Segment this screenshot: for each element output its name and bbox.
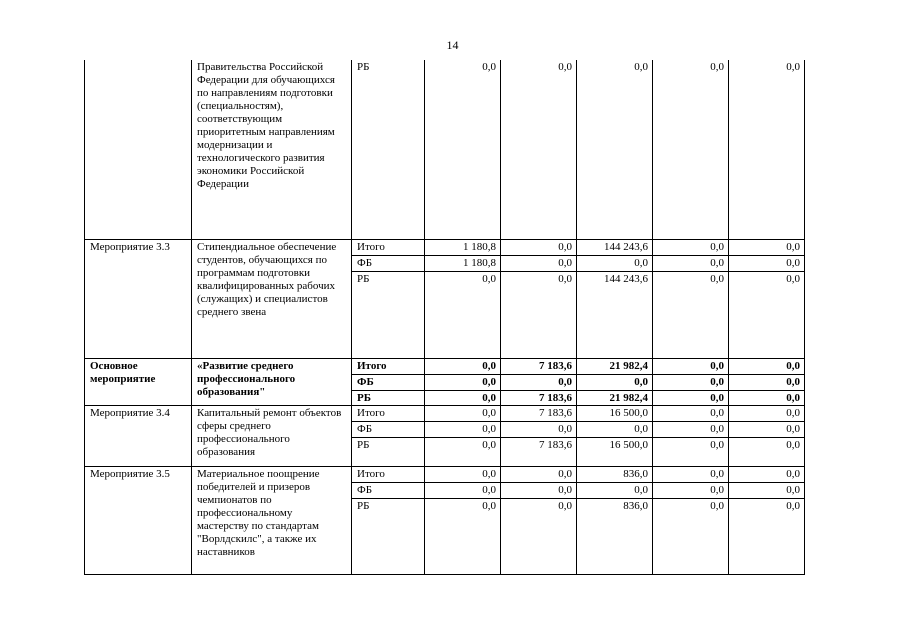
amount-cell: 0,0 — [425, 271, 501, 358]
amount-cell: 16 500,0 — [577, 405, 653, 421]
amount-cell: 7 183,6 — [501, 405, 577, 421]
amount-cell: 0,0 — [577, 255, 653, 271]
amount-cell: 0,0 — [577, 374, 653, 390]
amount-cell: 0,0 — [729, 271, 805, 358]
funding-source-cell: РБ — [352, 60, 425, 239]
amount-cell: 144 243,6 — [577, 239, 653, 255]
amount-cell: 7 183,6 — [501, 358, 577, 374]
budget-table-body — [85, 60, 805, 574]
funding-source-cell: РБ — [352, 271, 425, 358]
table-row — [85, 239, 805, 255]
amount-cell: 0,0 — [501, 466, 577, 482]
activity-name-cell — [85, 60, 192, 239]
amount-cell: 0,0 — [653, 482, 729, 498]
amount-cell: 0,0 — [729, 437, 805, 466]
amount-cell: 1 180,8 — [425, 239, 501, 255]
amount-cell: 0,0 — [653, 255, 729, 271]
amount-cell: 0,0 — [501, 482, 577, 498]
activity-name-cell: Мероприятие 3.5 — [85, 466, 192, 574]
amount-cell: 0,0 — [501, 421, 577, 437]
funding-source-cell: Итого — [352, 239, 425, 255]
amount-cell: 0,0 — [653, 437, 729, 466]
amount-cell: 0,0 — [653, 498, 729, 574]
table-row — [85, 466, 805, 482]
amount-cell: 0,0 — [577, 60, 653, 239]
activity-description-cell: Правительства Российской Федерации для обучающихся по направлениям подготовки (специальностям), соответствующим приоритетным направлениям модернизации и технологического развития экономики Российской Федерации — [192, 60, 352, 239]
amount-cell: 836,0 — [577, 498, 653, 574]
activity-name-cell: Основное мероприятие — [85, 358, 192, 405]
funding-source-cell: ФБ — [352, 482, 425, 498]
table-row — [85, 405, 805, 421]
amount-cell: 0,0 — [425, 421, 501, 437]
activity-description-cell: «Развитие среднего профессионального образования" — [192, 358, 352, 405]
table-row — [85, 358, 805, 374]
amount-cell: 0,0 — [501, 374, 577, 390]
funding-source-cell: РБ — [352, 498, 425, 574]
amount-cell: 0,0 — [653, 466, 729, 482]
amount-cell: 0,0 — [425, 437, 501, 466]
amount-cell: 0,0 — [729, 60, 805, 239]
amount-cell: 0,0 — [729, 421, 805, 437]
amount-cell: 0,0 — [577, 482, 653, 498]
amount-cell: 0,0 — [425, 466, 501, 482]
amount-cell: 0,0 — [425, 498, 501, 574]
activity-description-cell: Материальное поощрение победителей и призеров чемпионатов по профессиональному мастерству по стандартам "Ворлдскилс", а также их наставников — [192, 466, 352, 574]
funding-source-cell: ФБ — [352, 421, 425, 437]
page-number: 14 — [446, 38, 459, 52]
table-row — [85, 60, 805, 239]
amount-cell: 836,0 — [577, 466, 653, 482]
amount-cell: 0,0 — [653, 374, 729, 390]
funding-source-cell: Итого — [352, 466, 425, 482]
amount-cell: 0,0 — [501, 498, 577, 574]
amount-cell: 144 243,6 — [577, 271, 653, 358]
funding-source-cell: ФБ — [352, 255, 425, 271]
amount-cell: 21 982,4 — [577, 390, 653, 405]
amount-cell: 0,0 — [653, 60, 729, 239]
amount-cell: 0,0 — [653, 271, 729, 358]
amount-cell: 0,0 — [425, 60, 501, 239]
amount-cell: 0,0 — [653, 358, 729, 374]
amount-cell: 0,0 — [425, 405, 501, 421]
amount-cell: 0,0 — [501, 255, 577, 271]
amount-cell: 0,0 — [577, 421, 653, 437]
amount-cell: 0,0 — [729, 482, 805, 498]
amount-cell: 0,0 — [425, 358, 501, 374]
budget-table — [84, 60, 805, 575]
amount-cell: 0,0 — [425, 482, 501, 498]
amount-cell: 1 180,8 — [425, 255, 501, 271]
amount-cell: 0,0 — [653, 405, 729, 421]
amount-cell: 0,0 — [501, 271, 577, 358]
funding-source-cell: Итого — [352, 358, 425, 374]
activity-name-cell: Мероприятие 3.3 — [85, 239, 192, 358]
amount-cell: 0,0 — [729, 390, 805, 405]
amount-cell: 7 183,6 — [501, 390, 577, 405]
amount-cell: 16 500,0 — [577, 437, 653, 466]
amount-cell: 0,0 — [729, 374, 805, 390]
funding-source-cell: РБ — [352, 390, 425, 405]
amount-cell: 0,0 — [729, 358, 805, 374]
amount-cell: 0,0 — [653, 421, 729, 437]
amount-cell: 0,0 — [729, 405, 805, 421]
activity-name-cell: Мероприятие 3.4 — [85, 405, 192, 466]
funding-source-cell: Итого — [352, 405, 425, 421]
funding-source-cell: РБ — [352, 437, 425, 466]
amount-cell: 0,0 — [653, 390, 729, 405]
activity-description-cell: Стипендиальное обеспечение студентов, обучающихся по программам подготовки квалифицированных рабочих (служащих) и специалистов среднего звена — [192, 239, 352, 358]
funding-source-cell: ФБ — [352, 374, 425, 390]
amount-cell: 0,0 — [501, 239, 577, 255]
amount-cell: 21 982,4 — [577, 358, 653, 374]
activity-description-cell: Капитальный ремонт объектов сферы среднего профессионального образования — [192, 405, 352, 466]
amount-cell: 0,0 — [729, 498, 805, 574]
amount-cell: 0,0 — [425, 390, 501, 405]
amount-cell: 0,0 — [653, 239, 729, 255]
amount-cell: 0,0 — [729, 239, 805, 255]
amount-cell: 0,0 — [729, 255, 805, 271]
amount-cell: 7 183,6 — [501, 437, 577, 466]
amount-cell: 0,0 — [501, 60, 577, 239]
amount-cell: 0,0 — [425, 374, 501, 390]
amount-cell: 0,0 — [729, 466, 805, 482]
